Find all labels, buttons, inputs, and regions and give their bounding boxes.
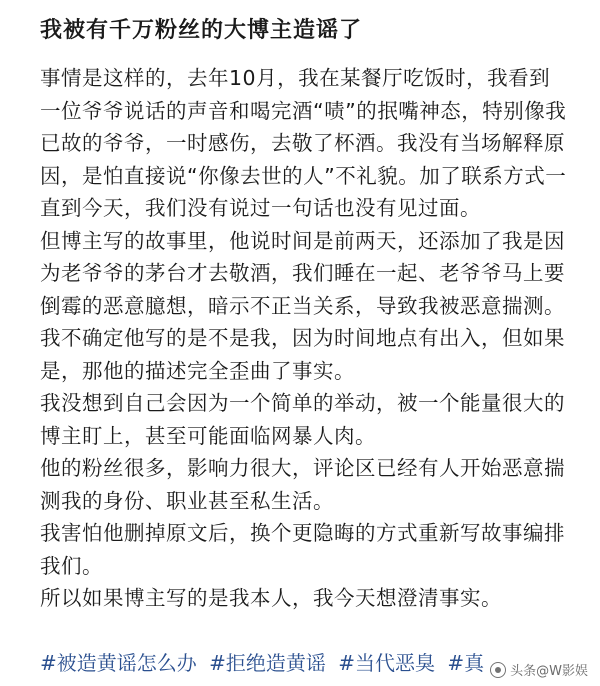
paragraph: 我没想到自己会因为一个简单的举动，被一个能量很大的博主盯上，甚至可能面临网暴人肉。 — [40, 391, 565, 448]
paragraph: 事情是这样的，去年10月，我在某餐厅吃饭时，我看到一位爷爷说话的声音和喝完酒“啧”的抿嘴神态，特别像我已故的爷爷，一时感伤，去敬了杯酒。我没有当场解释原因，是怕直接说“你像去世的人”不礼貌。加了联系方式一直到今天，我们没有说过一句话也没有见过面。 — [40, 66, 567, 220]
paragraph: 我不确定他写的是不是我，因为时间地点有出入，但如果是，那他的描述完全歪曲了事实。 — [40, 326, 565, 383]
watermark — [486, 659, 592, 680]
paragraph: 但博主写的故事里，他说时间是前两天，还添加了我是因为老爷爷的茅台才去敬酒，我们睡在一起、老爷爷马上要倒霉的恶意臆想，暗示不正当关系，导致我被恶意揣测。 — [40, 228, 565, 318]
post-body — [40, 62, 570, 615]
paragraph: 我害怕他删掉原文后，换个更隐晦的方式重新写故事编排我们。 — [40, 521, 565, 578]
watermark-text: 头条@W影娱 — [510, 664, 588, 679]
hashtag-link[interactable]: #被造黄谣怎么办 — [40, 651, 197, 675]
hashtag-link[interactable]: #当代恶臭 — [338, 651, 436, 675]
hashtag-link[interactable]: #真 — [447, 651, 485, 675]
toutiao-logo-icon — [490, 662, 506, 678]
paragraph: 所以如果博主写的是我本人，我今天想澄清事实。 — [40, 586, 502, 610]
hashtag-list — [40, 648, 490, 678]
hashtag-link[interactable]: #拒绝造黄谣 — [209, 651, 326, 675]
paragraph: 他的粉丝很多，影响力很大，评论区已经有人开始恶意揣测我的身份、职业甚至私生活。 — [40, 456, 565, 513]
post-title: 我被有千万粉丝的大博主造谣了 — [40, 18, 363, 43]
